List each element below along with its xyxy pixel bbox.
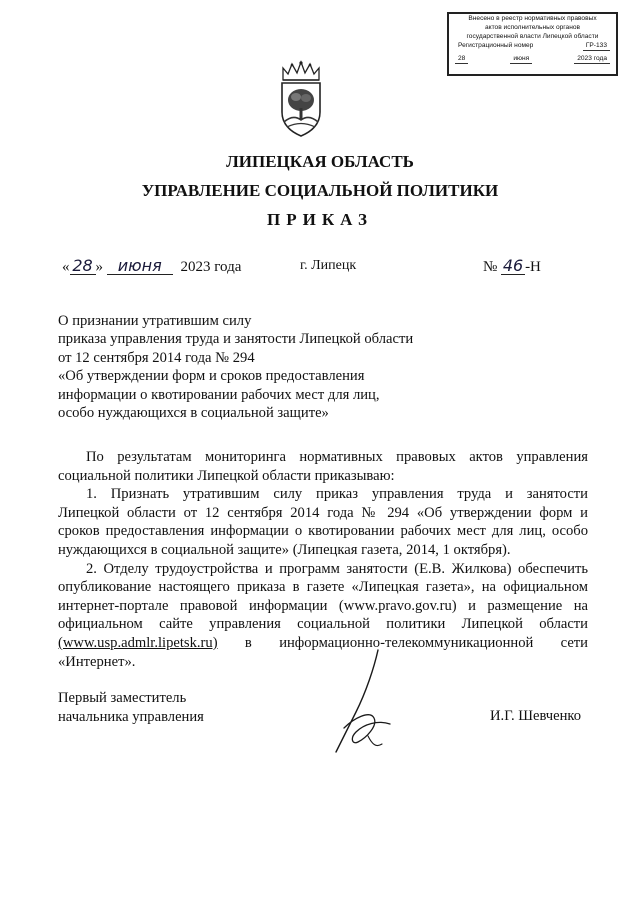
subject-line: О признании утратившим силу xyxy=(58,313,252,329)
stamp-day: 28 xyxy=(455,54,468,64)
registry-stamp xyxy=(447,12,618,76)
order-subject xyxy=(58,312,413,422)
subject-line: приказа управления труда и занятости Липецкой области xyxy=(58,331,414,348)
item-2-word: информационно-телекоммуникационной xyxy=(279,634,534,651)
signer-position-line: начальника управления xyxy=(58,708,204,725)
region-title: ЛИПЕЦКАЯ ОБЛАСТЬ xyxy=(226,152,414,171)
agency-title: УПРАВЛЕНИЕ СОЦИАЛЬНОЙ ПОЛИТИКИ xyxy=(141,181,499,200)
stamp-line-2: актов исполнительных органов xyxy=(484,24,581,31)
lipetsk-coat-of-arms-icon xyxy=(276,60,326,138)
order-number-suffix: -Н xyxy=(525,259,541,275)
item-2-word: сети xyxy=(560,634,588,651)
date-day: 28 xyxy=(70,258,96,275)
signer-position xyxy=(58,689,204,726)
order-number xyxy=(483,258,541,276)
item-2-word: в xyxy=(244,634,252,651)
subject-line: от 12 сентября 2014 года № 294 xyxy=(58,349,255,366)
date-year: 2023 года xyxy=(180,259,242,275)
item-2-line: интернет-портале правовой информации (www.pravo.gov.ru) и размещение на xyxy=(58,597,588,614)
item-2-line: 2. Отделу трудоустройства и программ занятости (Е.В. Жилкова) обеспечить xyxy=(86,560,588,577)
subject-line: особо нуждающихся в социальной защите» xyxy=(58,405,329,422)
stamp-month: июня xyxy=(510,54,532,64)
signer-name: И.Г. Шевченко xyxy=(490,708,582,724)
item-2-line: официальном сайте управления социальной политики Липецкой области xyxy=(58,616,588,633)
order-number-value: 46 xyxy=(502,256,524,275)
date-open-quote: « xyxy=(62,259,70,275)
signer-position-line: Первый заместитель xyxy=(58,690,187,706)
usp-website-link[interactable]: (www.usp.admlr.lipetsk.ru) xyxy=(58,634,218,651)
stamp-date-row xyxy=(449,54,616,64)
item-2-line: опубликование настоящего приказа в газете «Липецкая газета», на официальном xyxy=(58,579,588,596)
document-type-title: ПРИКАЗ xyxy=(267,210,373,229)
handwritten-signature-icon xyxy=(330,648,400,756)
item-2-line-5 xyxy=(58,634,588,653)
stamp-line-3: государственной власти Липецкой области xyxy=(466,33,599,40)
stamp-reg-label: Регистрационный номер xyxy=(458,42,534,49)
stamp-year: 2023 года xyxy=(574,54,610,64)
stamp-line-1: Внесено в реестр нормативных правовых xyxy=(468,15,597,22)
order-body xyxy=(58,448,588,671)
city-label: г. Липецк xyxy=(300,258,357,273)
subject-line: «Об утверждении форм и сроков предоставления xyxy=(58,368,365,385)
intro-line: По результатам мониторинга нормативных правовых актов управления xyxy=(86,449,588,465)
order-number-label: № xyxy=(483,259,498,275)
item-1-line: Липецкой области от 12 сентября 2014 года № 294 «Об утверждении форм и xyxy=(58,504,588,521)
intro-line: социальной политики Липецкой области приказываю: xyxy=(58,467,395,484)
item-1-line: нуждающихся в социальной защите» (Липецкая газета, 2014, 1 октября). xyxy=(58,541,511,558)
date-close-quote: » xyxy=(95,259,103,275)
subject-line: информации о квотировании рабочих мест для лиц, xyxy=(58,386,380,403)
item-1-line: 1. Признать утратившим силу приказ управления труда и занятости xyxy=(86,486,588,503)
date-month: июня xyxy=(107,258,173,275)
item-1-line: сроков предоставления информации о квотировании рабочих мест для лиц, особо xyxy=(58,523,588,540)
stamp-reg-number: ГР-133 xyxy=(583,41,610,51)
stamp-reg-row xyxy=(449,41,616,51)
item-2-line: «Интернет». xyxy=(58,653,136,670)
date-line xyxy=(62,258,241,276)
